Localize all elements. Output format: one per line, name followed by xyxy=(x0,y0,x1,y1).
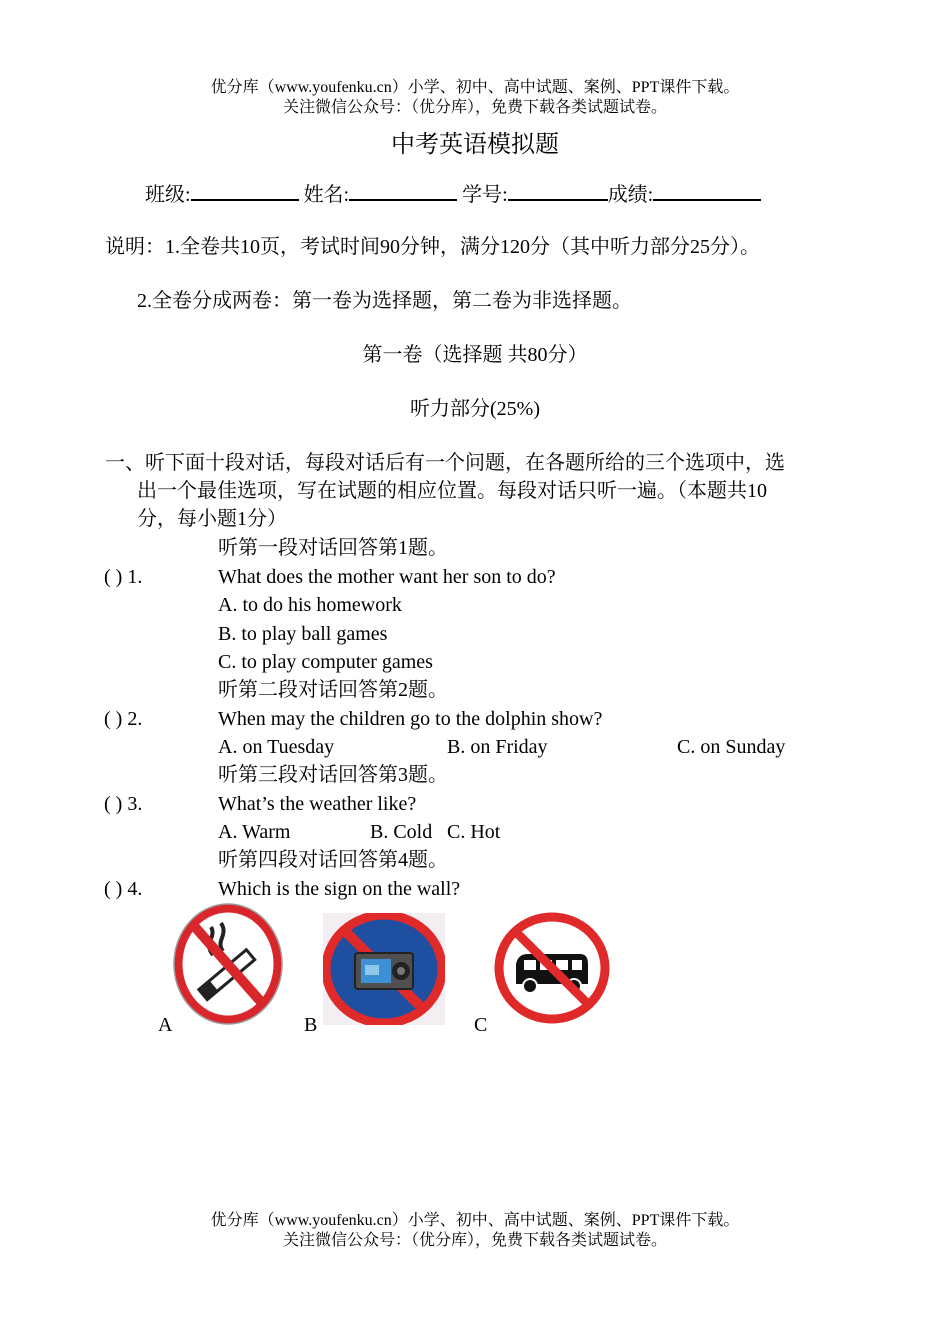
image-label-a: A xyxy=(158,1014,173,1036)
q1-option-a: A. to do his homework xyxy=(218,594,402,616)
q1-option-b: B. to play ball games xyxy=(218,623,388,645)
q1-option-c: C. to play computer games xyxy=(218,651,433,673)
q2-text: When may the children go to the dolphin show? xyxy=(218,708,603,730)
q3-option-c: C. Hot xyxy=(447,821,501,843)
q1-intro: 听第一段对话回答第1题。 xyxy=(218,537,448,559)
id-label: 学号: xyxy=(462,184,508,206)
q3-number[interactable]: ( ) 3. xyxy=(104,793,143,815)
footer-line-1: 优分库（www.youfenku.cn）小学、初中、高中试题、案例、PPT课件下载。 xyxy=(210,1212,740,1229)
no-bus-sign-icon xyxy=(494,912,610,1024)
instruction-line-1: 说明：1.全卷共10页，考试时间90分钟，满分120分（其中听力部分25分）。 xyxy=(105,236,760,258)
footer-line-2: 关注微信公众号：（优分库），免费下载各类试题试卷。 xyxy=(282,1232,667,1249)
class-label: 班级: xyxy=(145,184,191,206)
header-line-1: 优分库（www.youfenku.cn）小学、初中、高中试题、案例、PPT课件下载。 xyxy=(210,79,740,96)
name-blank[interactable] xyxy=(349,179,457,201)
name-label: 姓名: xyxy=(303,184,350,206)
id-blank[interactable] xyxy=(508,179,608,201)
q2-number[interactable]: ( ) 2. xyxy=(104,708,143,730)
page-title: 中考英语模拟题 xyxy=(391,132,559,158)
part1-instruction-l2: 出一个最佳选项，写在试题的相应位置。每段对话只听一遍。（本题共10 xyxy=(137,480,767,502)
q3-option-b: B. Cold xyxy=(370,821,433,843)
q3-text: What’s the weather like? xyxy=(218,793,417,815)
score-blank[interactable] xyxy=(653,179,761,201)
q2-intro: 听第二段对话回答第2题。 xyxy=(218,679,448,701)
q2-option-a: A. on Tuesday xyxy=(218,736,335,758)
q4-intro: 听第四段对话回答第4题。 xyxy=(218,849,448,871)
q3-intro: 听第三段对话回答第3题。 xyxy=(218,764,448,786)
section-title: 第一卷（选择题 共80分） xyxy=(362,344,588,366)
no-smoking-sign-icon xyxy=(173,903,283,1025)
image-label-b: B xyxy=(304,1014,318,1036)
class-blank[interactable] xyxy=(191,179,299,201)
listening-title: 听力部分(25%) xyxy=(410,398,540,420)
instruction-line-2: 2.全卷分成两卷：第一卷为选择题，第二卷为非选择题。 xyxy=(137,290,632,312)
image-label-c: C xyxy=(474,1014,488,1036)
part1-instruction-l1: 一、听下面十段对话，每段对话后有一个问题，在各题所给的三个选项中，选 xyxy=(105,452,785,474)
q3-option-a: A. Warm xyxy=(218,821,291,843)
q1-text: What does the mother want her son to do? xyxy=(218,566,556,588)
part1-instruction-l3: 分，每小题1分） xyxy=(137,508,287,530)
q4-number[interactable]: ( ) 4. xyxy=(104,878,143,900)
header-line-2: 关注微信公众号：（优分库），免费下载各类试题试卷。 xyxy=(282,99,667,116)
no-camera-sign-icon xyxy=(323,913,445,1025)
info-fields xyxy=(145,179,761,209)
q2-option-c: C. on Sunday xyxy=(677,736,786,758)
q4-text: Which is the sign on the wall? xyxy=(218,878,461,900)
score-label: 成绩: xyxy=(607,184,654,206)
q2-option-b: B. on Friday xyxy=(447,736,548,758)
q1-number[interactable]: ( ) 1. xyxy=(104,566,143,588)
